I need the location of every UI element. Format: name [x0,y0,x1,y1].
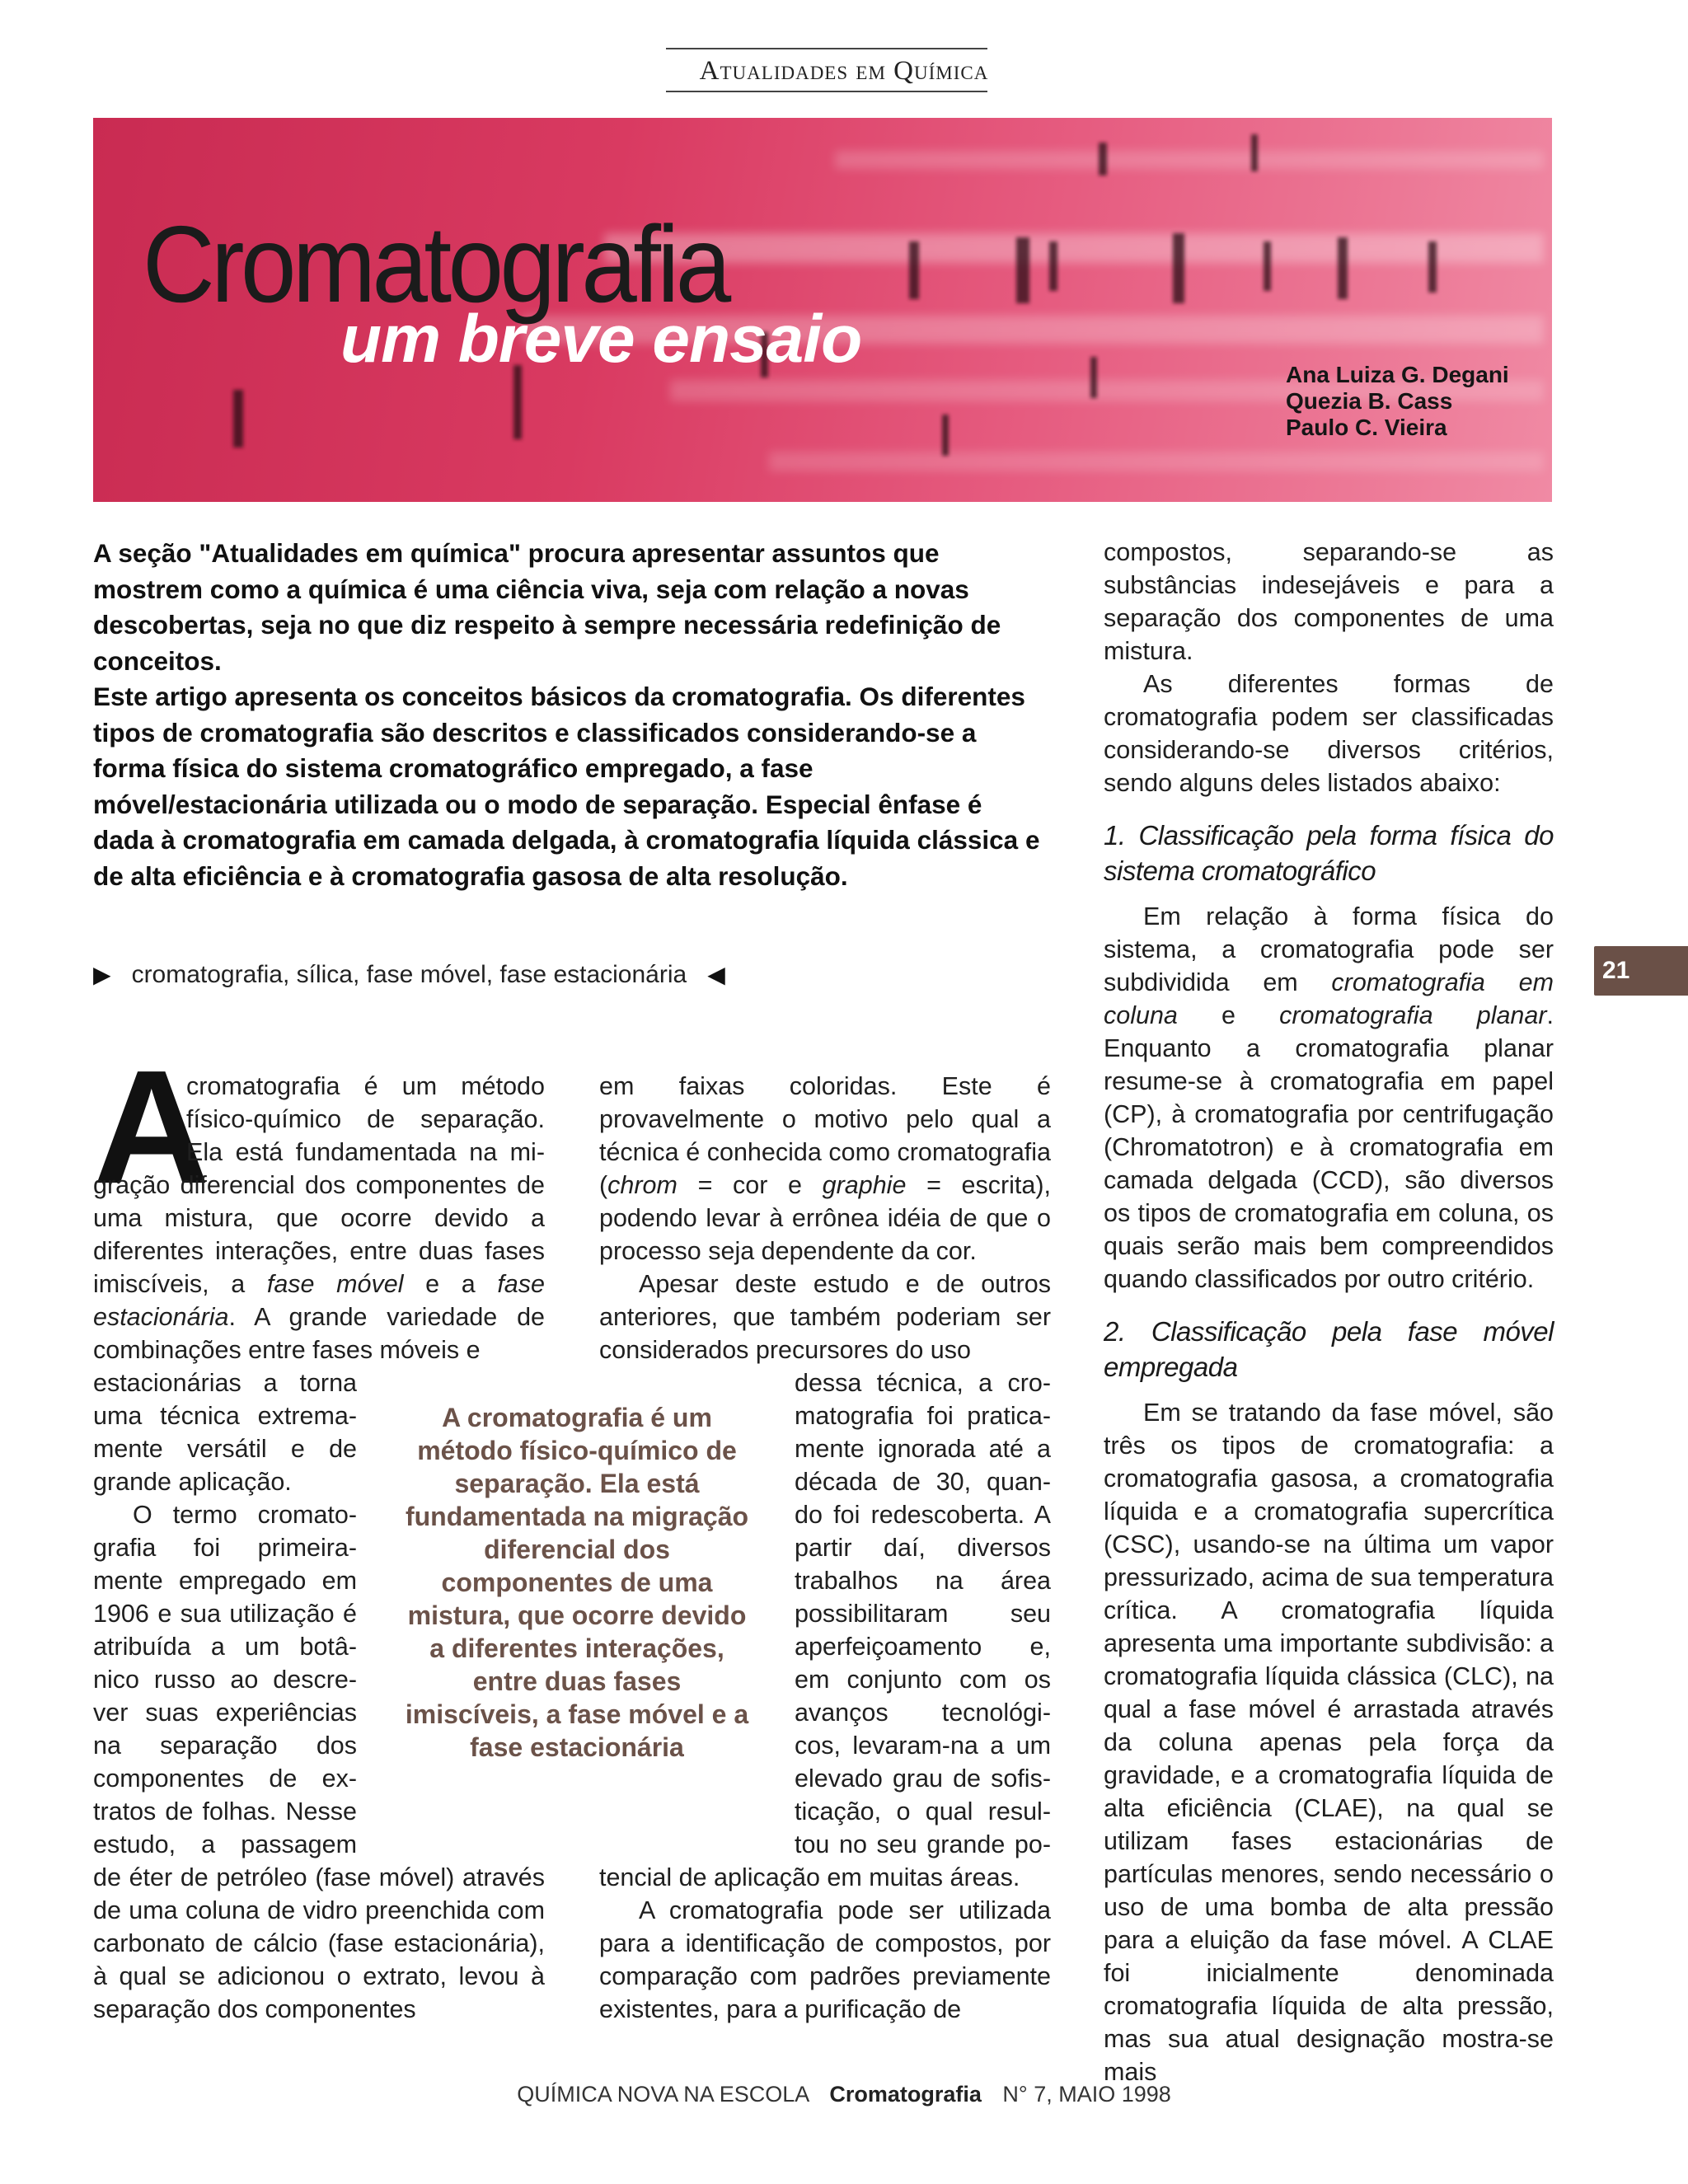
keyword-list: cromatografia, sílica, fase móvel, fase estacionária [131,961,687,988]
text-line: cromatografia é um método [186,1072,545,1100]
text-line: tratos de folhas. Nesse [93,1797,357,1825]
triangle-left-icon: ◀ [707,962,725,987]
abstract-paragraph: Este artigo apresenta os conceitos básicos da cromatografia. Os diferentes tipos de cromatografia são descritos e classificados considerando-se a forma física do sistema cromatográfico empregado, a fase móvel/estacionária utilizada ou o modo de separação. Especial ênfase é dada à cromatografia em camada delgada, à cromatografia líquida clássica e de alta eficiência e à cromatografia gasosa de alta resolução. [93,682,1040,891]
text-line: mente ignorada até a [795,1435,1051,1463]
text-line: atribuída a um botâ- [93,1633,357,1661]
text-line: estacionárias a torna [93,1369,357,1397]
body-paragraph: gração diferencial dos componentes de uma mistura, que ocorre devido a diferentes interações, entre duas fases imiscíveis, a fase móvel e a fase estacionária. A grande variedade de combinações entre fases móveis e [93,1171,545,1364]
text-line: década de 30, quan- [795,1468,1051,1496]
body-paragraph: tencial de aplicação em muitas áreas. [599,1863,1020,1891]
running-head-rule-bottom [666,91,987,92]
text-line: Ela está fundamentada na mi- [186,1138,545,1166]
body-paragraph: Em se tratando da fase móvel, são três os tipos de cromatografia: a cromatografia gasosa, a cromatografia líquida e a cromatografia supercrítica (CSC), usando-se na última um vapor pressurizado, acima de sua temperatura crítica. A cromatografia líquida apresenta uma importante subdivisão: a cromatografia líquida clássica (CLC), na qual a fase móvel é arrastada através da coluna apenas pela força da gravidade, e a cromatografia líquida de alta eficiência (CLAE), na qual se utilizam fases estacionárias de partículas menores, sendo necessário o uso de uma bomba de alta pressão para a eluição da fase móvel. A CLAE foi inicialmente denominada cromatografia líquida de alta pressão, mas sua atual designação mostra-se mais [1104,1399,1554,2086]
keywords [93,961,725,989]
triangle-right-icon: ▶ [93,962,111,987]
text-line: componentes de ex- [93,1765,357,1793]
issue-info: N° 7, MAIO 1998 [1002,2082,1171,2107]
body-column-2-narrow [795,1366,1051,1861]
text-line: 1906 e sua utilização é [93,1600,357,1628]
text-line: partir daí, diversos [795,1534,1051,1562]
body-paragraph: compostos, separando-se as substâncias indesejáveis e para a separação dos componentes de uma mistura. [1104,538,1554,665]
article-title: Cromatografia [143,204,728,325]
body-column-2 [599,1070,1051,1366]
article-subtitle: um breve ensaio [340,302,862,377]
author-name: Quezia B. Cass [1286,388,1453,414]
pull-quote: A cromatografia é um método físico-químico de separação. Ela está fundamentada na migração diferencial dos componentes de uma mistura, que ocorre devido a diferentes interações, entre duas fases imiscíveis, a fase móvel e a fase estacionária [405,1403,749,1762]
text-line: cos, levaram-na a um [795,1732,1051,1760]
text-line: grande aplicação. [93,1468,292,1496]
text-line: O termo cromato- [133,1501,357,1529]
text-line: ver suas experiências [93,1699,357,1727]
body-paragraph: Apesar deste estudo e de outros anteriores, que também poderiam ser considerados precursores do uso [599,1270,1051,1364]
body-column-2-bottom [599,1861,1051,2026]
journal-name: QUÍMICA NOVA NA ESCOLA [517,2082,809,2107]
abstract [93,536,1041,894]
page-footer [0,2082,1688,2107]
running-head-rule-top [666,48,987,49]
text-line: do foi redescoberta. A [795,1501,1051,1529]
text-line: nico russo ao descre- [93,1666,357,1694]
body-paragraph: As diferentes formas de cromatografia podem ser classificadas considerando-se diversos critérios, sendo alguns deles listados abaixo: [1104,670,1554,797]
author-name: Ana Luiza G. Degani [1286,362,1509,387]
text-line: tou no seu grande po- [795,1830,1051,1858]
body-column-1 [93,1070,545,1366]
drop-cap: A [93,1037,210,1217]
text-line: uma técnica extrema- [93,1402,357,1430]
body-paragraph: em faixas coloridas. Este é provavelmente o motivo pelo qual a técnica é conhecida como cromatografia (chrom = cor e graphie = escrita), podendo levar à errônea idéia de que o processo seja dependente da cor. [599,1072,1051,1265]
text-line: mente versátil e de [93,1435,357,1463]
body-paragraph: de éter de petróleo (fase móvel) através de uma coluna de vidro preenchida com carbonato de cálcio (fase estacionária), à qual se adicionou o extrato, levou à separação dos componentes [93,1863,545,2023]
section-heading: 1. Classificação pela forma física do sistema cromatográfico [1104,820,1554,886]
text-line: elevado grau de sofis- [795,1765,1051,1793]
abstract-paragraph: A seção "Atualidades em química" procura apresentar assuntos que mostrem como a química é uma ciência viva, seja com relação a novas descobertas, seja no que diz respeito à sempre necessária redefinição de conceitos. [93,538,1001,676]
author-name: Paulo C. Vieira [1286,415,1447,440]
section-heading: 2. Classificação pela fase móvel empregada [1104,1316,1554,1382]
text-line: em conjunto com os [795,1666,1051,1694]
running-head [0,48,1688,87]
body-paragraph: Em relação à forma física do sistema, a cromatografia pode ser subdividida em cromatografia em coluna e cromatografia planar. Enquanto a cromatografia planar resume-se à cromatografia em papel (CP), à cromatografia por centrifugação (Chromatotron) e à cromatografia em camada delgada (CCD), são diversos os tipos de cromatografia em coluna, os quais serão mais bem compreendidos quando classificados por outro critério. [1104,902,1554,1293]
text-line: avanços tecnológi- [795,1699,1051,1727]
text-line: mente empregado em [93,1567,357,1595]
text-line: dessa técnica, a cro- [795,1369,1051,1397]
text-line: físico-químico de separação. [186,1105,545,1133]
body-column-1-narrow [93,1366,357,1861]
author-list [1286,362,1509,441]
footer-article-title: Cromatografia [829,2082,982,2107]
page-number-tab: 21 [1594,946,1688,996]
body-column-3 [1104,536,1554,2088]
body-column-1-bottom [93,1861,545,2026]
text-line: na separação dos [93,1732,357,1760]
text-line: grafia foi primeira- [93,1534,357,1562]
text-line: matografia foi pratica- [795,1402,1051,1430]
body-paragraph: A cromatografia pode ser utilizada para a identificação de compostos, por comparação com padrões previamente existentes, para a purificação de [599,1896,1051,2023]
text-line: estudo, a passagem [93,1830,357,1858]
text-line: possibilitaram seu [795,1600,1051,1628]
text-line: ticação, o qual resul- [795,1797,1051,1825]
text-line: aperfeiçoamento e, [795,1633,1051,1661]
section-title: Atualidades em Química [699,56,989,86]
text-line: trabalhos na área [795,1567,1051,1595]
article-banner [93,118,1552,502]
